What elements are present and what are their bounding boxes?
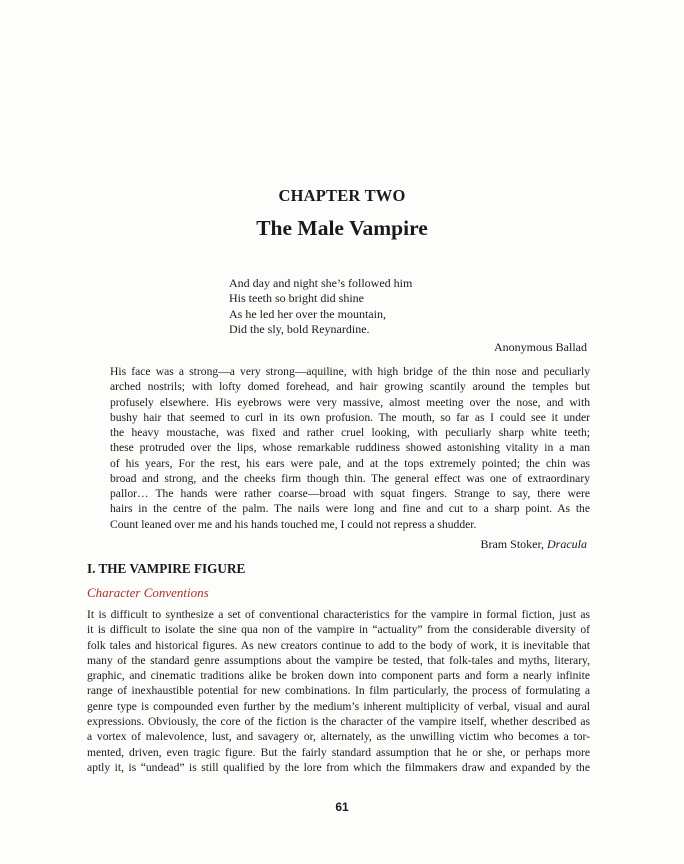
quote-line: arched nostrils; with lofty domed forehead, and hair growing scantily around the temples but [110, 380, 590, 394]
body-line: aptly it, is “undead” is still qualified by the lore from which the filmmakers draw and expanded by the [87, 760, 590, 774]
body-line: folk tales and historical figures. As new creators continue to add to the body of work, it is inevitable that [87, 638, 590, 652]
epigraph-attribution: Anonymous Ballad [494, 340, 587, 354]
dracula-quote [110, 364, 590, 532]
quote-line: these protruded over the lips, whose remarkable ruddiness showed astonishing vitality in a man [110, 441, 590, 455]
quote-line: Count leaned over me and his hands touched me, I could not repress a shudder. [110, 517, 477, 531]
quote-attribution [480, 537, 587, 552]
quote-line: the heavy moustache, was fixed and rather cruel looking, with peculiarly sharp white teeth; [110, 426, 590, 439]
body-line: range of inexhaustible potential for new combinations. In film particularly, the process of formulating a [87, 684, 590, 698]
page-number: 61 [335, 800, 349, 814]
quote-line: His face was a strong—a very strong—aquiline, with high bridge of the thin nose and peculiarly [110, 365, 590, 378]
poem-line: As he led her over the mountain, [229, 306, 386, 321]
quote-line: hairs in the centre of the palm. The nails were long and fine and cut to a sharp point. As the [110, 502, 590, 516]
section-subheading: Character Conventions [87, 585, 209, 600]
body-line: mented, driven, even tragic figure. But the fairly standard assumption that he or she, or perhaps more [87, 745, 590, 759]
body-line: a vortex of malevolence, lust, and savagery or, alternately, as the unwilling victim who becomes a tor- [87, 730, 590, 744]
poem-line: Did the sly, bold Reynardine. [229, 321, 370, 336]
poem-line: His teeth so bright did shine [229, 291, 364, 306]
attribution-author: Bram Stoker, [480, 537, 547, 551]
body-line: it is difficult to isolate the sine qua non of the vampire in “actuality” from the considerable diversity of [87, 623, 590, 637]
quote-line: profusely elsewhere. His eyebrows were very massive, almost meeting over the nose, and with [110, 395, 590, 409]
body-paragraph [87, 607, 590, 775]
quote-line: broad and strong, and the cheeks firm though thin. The general effect was one of extraordinary [110, 471, 590, 485]
section-heading: I. THE VAMPIRE FIGURE [87, 561, 246, 576]
quote-line: pallor… The hands were rather coarse—broad with squat fingers. Strange to say, there were [110, 487, 590, 500]
chapter-title: The Male Vampire [256, 216, 428, 240]
poem-line: And day and night she’s followed him [229, 276, 413, 290]
body-line: expressions. Obviously, the core of the fiction is the character of the vampire itself, whether described as [87, 715, 590, 729]
quote-line: bushy hair that seemed to curl in its own profusion. The mouth, so far as I could see it under [110, 410, 590, 424]
attribution-work: Dracula [547, 537, 587, 551]
body-line: It is difficult to synthesize a set of conventional characteristics for the vampire in formal fiction, just as [87, 608, 590, 621]
quote-line: of his years, For the rest, his ears were pale, and at the tops extremely pointed; the chin was [110, 456, 590, 470]
body-line: graphic, and cinematic traditions alike be broken down into component parts and form a nearly infinite [87, 669, 590, 683]
body-line: genre type is compounded even further by the medium’s inherent multiplicity of verbal, visual and aural [87, 699, 590, 713]
body-line: many of the standard genre assumptions about the vampire be tested, that folk-tales and myths, literary, [87, 653, 590, 667]
epigraph-poem [229, 276, 529, 337]
chapter-label: CHAPTER TWO [278, 186, 406, 205]
